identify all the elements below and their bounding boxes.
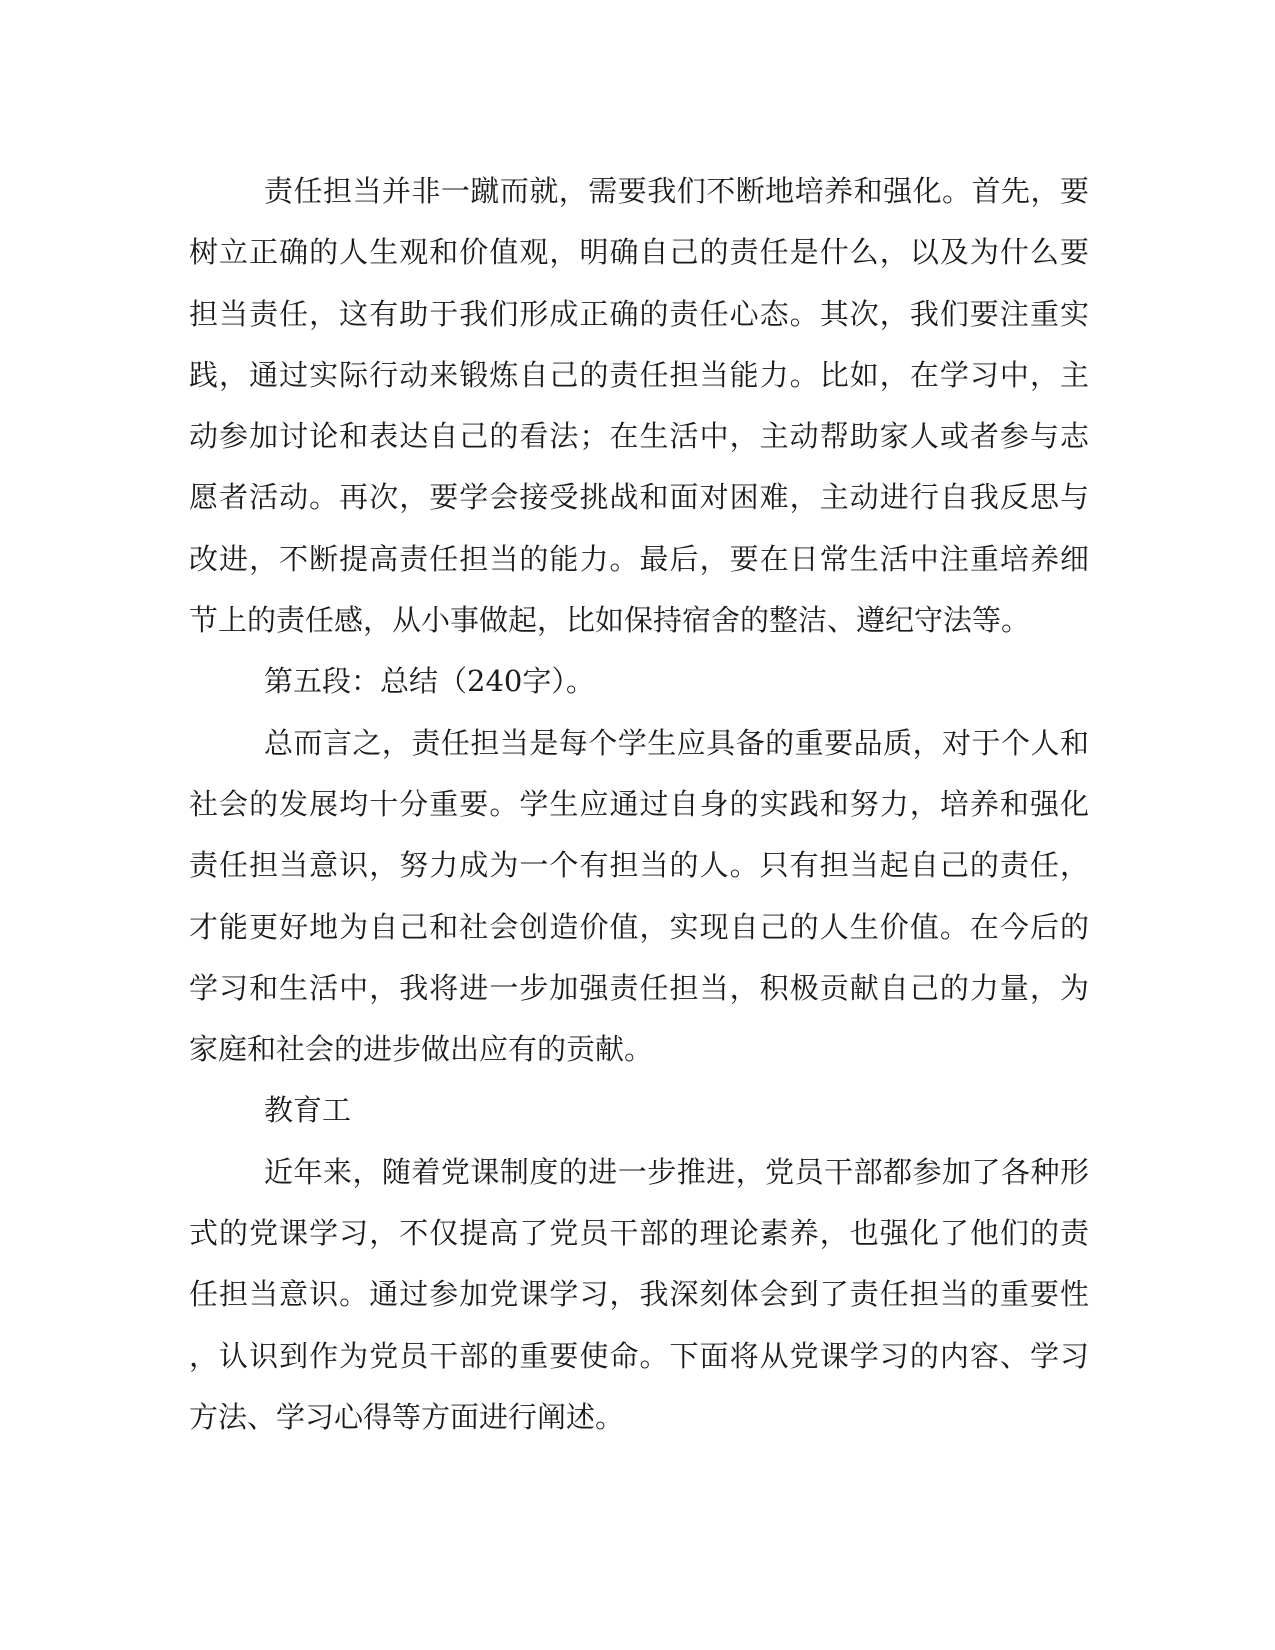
text-line: 任担当意识。通过参加党课学习，我深刻体会到了责任担当的重要性 bbox=[189, 1277, 1089, 1312]
document-body bbox=[189, 161, 1089, 1448]
text-line: 改进，不断提高责任担当的能力。最后，要在日常生活中注重培养细 bbox=[189, 541, 1089, 576]
text-line: 学习和生活中，我将进一步加强责任担当，积极贡献自己的力量，为 bbox=[189, 970, 1089, 1005]
section-heading: 教育工 bbox=[264, 1093, 352, 1128]
text-line: 践，通过实际行动来锻炼自己的责任担当能力。比如，在学习中，主 bbox=[189, 357, 1089, 392]
text-line: 家庭和社会的进步做出应有的贡献。 bbox=[189, 1032, 654, 1067]
text-line: 才能更好地为自己和社会创造价值，实现自己的人生价值。在今后的 bbox=[189, 909, 1089, 944]
text-line: 节上的责任感，从小事做起，比如保持宿舍的整洁、遵纪守法等。 bbox=[189, 603, 1031, 638]
text-line: 责任担当意识，努力成为一个有担当的人。只有担当起自己的责任， bbox=[189, 848, 1089, 883]
text-line: 担当责任，这有助于我们形成正确的责任心态。其次，我们要注重实 bbox=[189, 296, 1089, 331]
text-line: 愿者活动。再次，要学会接受挑战和面对困难，主动进行自我反思与 bbox=[189, 480, 1089, 515]
text-line: 总而言之，责任担当是每个学生应具备的重要品质，对于个人和 bbox=[264, 725, 1089, 760]
text-line: 社会的发展均十分重要。学生应通过自身的实践和努力，培养和强化 bbox=[189, 786, 1089, 821]
text-line: 方法、学习心得等方面进行阐述。 bbox=[189, 1399, 625, 1434]
text-line: 动参加讨论和表达自己的看法；在生活中，主动帮助家人或者参与志 bbox=[189, 419, 1089, 454]
text-line: 责任担当并非一蹴而就，需要我们不断地培养和强化。首先，要 bbox=[264, 174, 1089, 208]
text-line: 树立正确的人生观和价值观，明确自己的责任是什么，以及为什么要 bbox=[189, 235, 1089, 270]
text-line: ，认识到作为党员干部的重要使命。下面将从党课学习的内容、学习 bbox=[189, 1338, 1089, 1373]
text-line: 式的党课学习，不仅提高了党员干部的理论素养，也强化了他们的责 bbox=[189, 1216, 1089, 1251]
section-heading: 第五段：总结（240字）。 bbox=[264, 664, 595, 699]
text-line: 近年来，随着党课制度的进一步推进，党员干部都参加了各种形 bbox=[264, 1154, 1089, 1189]
